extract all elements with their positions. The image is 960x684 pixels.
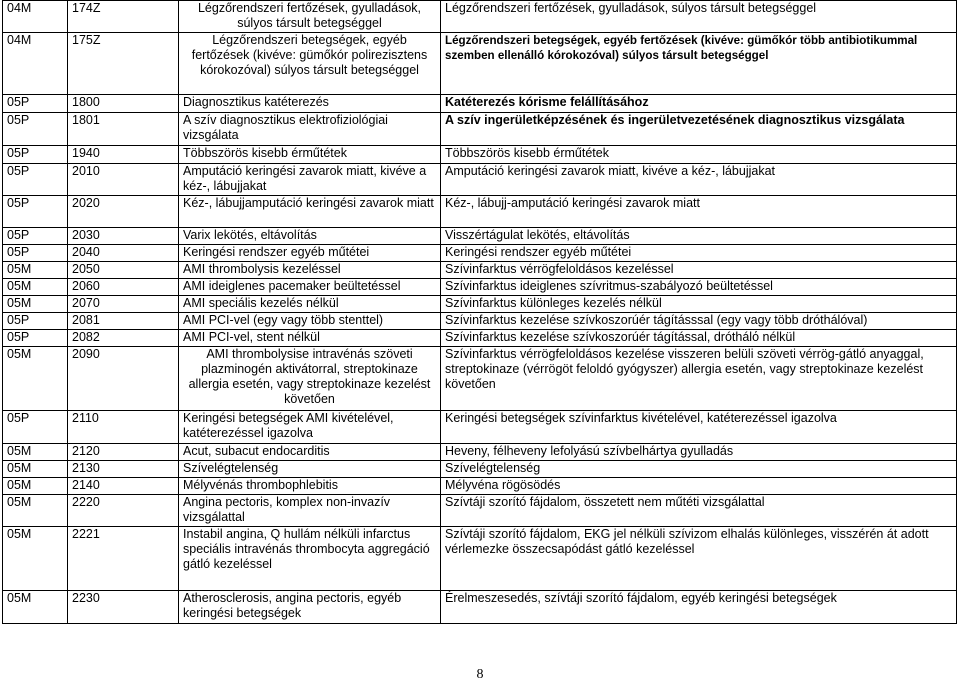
- code-cell: 174Z: [68, 1, 179, 33]
- category-cell: 05P: [3, 313, 68, 330]
- table-row: [3, 245, 957, 262]
- category-cell: 05P: [3, 330, 68, 347]
- description-cell: Szívtáji szorító fájdalom, összetett nem műtéti vizsgálattal: [441, 495, 957, 527]
- description-cell: Katéterezés kórisme felállításához: [441, 95, 957, 113]
- category-cell: 05M: [3, 495, 68, 527]
- description-cell: Szívelégtelenség: [441, 461, 957, 478]
- description-cell: Szívinfarktus vérrögfeloldásos kezelése visszeren belüli szöveti vérrög-gátló anyaggal, streptokinaze (vérrögöt feloldó gyógyszer) allergia esetén, vagy streptokinaze kezelést követően: [441, 347, 957, 411]
- name-cell: Diagnosztikus katéterezés: [179, 95, 441, 113]
- code-cell: 2221: [68, 527, 179, 591]
- code-cell: 2030: [68, 228, 179, 245]
- description-cell: Kéz-, lábujj-amputáció keringési zavarok miatt: [441, 196, 957, 228]
- table-row: [3, 591, 957, 624]
- table-row: [3, 228, 957, 245]
- name-cell: A szív diagnosztikus elektrofiziológiai vizsgálata: [179, 113, 441, 146]
- name-cell: Légzőrendszeri fertőzések, gyulladások, súlyos társult betegséggel: [179, 1, 441, 33]
- name-cell: Instabil angina, Q hullám nélküli infarctus speciális intravénás thrombocyta aggregáció gátló kezeléssel: [179, 527, 441, 591]
- table-row: [3, 330, 957, 347]
- table-row: [3, 478, 957, 495]
- code-cell: 2060: [68, 279, 179, 296]
- table-row: [3, 313, 957, 330]
- name-cell: Keringési rendszer egyéb műtétei: [179, 245, 441, 262]
- category-cell: 05P: [3, 164, 68, 196]
- category-cell: 05P: [3, 95, 68, 113]
- description-cell: Amputáció keringési zavarok miatt, kivéve a kéz-, lábujjakat: [441, 164, 957, 196]
- table-row: [3, 296, 957, 313]
- table-row: [3, 113, 957, 146]
- category-cell: 05M: [3, 527, 68, 591]
- category-cell: 05M: [3, 296, 68, 313]
- table-row: [3, 411, 957, 444]
- category-cell: 04M: [3, 33, 68, 95]
- code-cell: 2082: [68, 330, 179, 347]
- category-cell: 05M: [3, 279, 68, 296]
- code-cell: 2010: [68, 164, 179, 196]
- code-cell: 1800: [68, 95, 179, 113]
- code-cell: 2110: [68, 411, 179, 444]
- description-cell: Szívinfarktus ideiglenes szívritmus-szabályozó beültetéssel: [441, 279, 957, 296]
- table-row: [3, 33, 957, 95]
- name-cell: Angina pectoris, komplex non-invazív vizsgálattal: [179, 495, 441, 527]
- table-row: [3, 146, 957, 164]
- name-cell: Szívelégtelenség: [179, 461, 441, 478]
- name-cell: Többszörös kisebb érműtétek: [179, 146, 441, 164]
- code-cell: 2120: [68, 444, 179, 461]
- table-row: [3, 461, 957, 478]
- description-cell: Keringési betegségek szívinfarktus kivételével, katéterezéssel igazolva: [441, 411, 957, 444]
- description-cell: Többszörös kisebb érműtétek: [441, 146, 957, 164]
- name-cell: AMI speciális kezelés nélkül: [179, 296, 441, 313]
- table-row: [3, 527, 957, 591]
- description-cell: Visszértágulat lekötés, eltávolítás: [441, 228, 957, 245]
- description-cell: Szívtáji szorító fájdalom, EKG jel nélküli szívizom elhalás különleges, visszérén át adott vérlemezke összecsapódást gátló kezeléssel: [441, 527, 957, 591]
- name-cell: AMI ideiglenes pacemaker beültetéssel: [179, 279, 441, 296]
- category-cell: 05P: [3, 196, 68, 228]
- table-row: [3, 1, 957, 33]
- description-cell: Szívinfarktus kezelése szívkoszorúér tágítással, dróthálό nélkül: [441, 330, 957, 347]
- description-cell: Heveny, félheveny lefolyású szívbelhártya gyulladás: [441, 444, 957, 461]
- table-row: [3, 279, 957, 296]
- description-cell: Szívinfarktus vérrögfeloldásos kezeléssel: [441, 262, 957, 279]
- code-cell: 2070: [68, 296, 179, 313]
- category-cell: 05P: [3, 411, 68, 444]
- name-cell: Atherosclerosis, angina pectoris, egyéb keringési betegségek: [179, 591, 441, 624]
- category-cell: 05M: [3, 461, 68, 478]
- code-cell: 175Z: [68, 33, 179, 95]
- name-cell: Kéz-, lábujjamputáció keringési zavarok miatt: [179, 196, 441, 228]
- table-row: [3, 262, 957, 279]
- name-cell: Mélyvénás thrombophlebitis: [179, 478, 441, 495]
- category-cell: 05M: [3, 347, 68, 411]
- page-number: 8: [476, 667, 484, 682]
- code-cell: 2140: [68, 478, 179, 495]
- description-cell: Légzőrendszeri betegségek, egyéb fertőzések (kivéve: gümőkór több antibiotikummal szemben ellenálló kórokozóval) súlyos társult betegséggel: [441, 33, 957, 95]
- description-cell: Szívinfarktus különleges kezelés nélkül: [441, 296, 957, 313]
- category-cell: 05M: [3, 478, 68, 495]
- name-cell: Amputáció keringési zavarok miatt, kivéve a kéz-, lábujjakat: [179, 164, 441, 196]
- category-cell: 05M: [3, 591, 68, 624]
- category-cell: 05P: [3, 245, 68, 262]
- table-row: [3, 444, 957, 461]
- table-row: [3, 495, 957, 527]
- name-cell: Légzőrendszeri betegségek, egyéb fertőzések (kivéve: gümőkór polirezisztens kórokozóval) súlyos társult betegséggel: [179, 33, 441, 95]
- name-cell: AMI thrombolysise intravénás szöveti plazminogén aktivátorral, streptokinaze allergia esetén, vagy streptokinaze kezelést követően: [179, 347, 441, 411]
- code-cell: 1940: [68, 146, 179, 164]
- name-cell: Keringési betegségek AMI kivételével, katéterezéssel igazolva: [179, 411, 441, 444]
- code-cell: 1801: [68, 113, 179, 146]
- code-cell: 2081: [68, 313, 179, 330]
- category-cell: 05P: [3, 146, 68, 164]
- table-row: [3, 196, 957, 228]
- category-cell: 05M: [3, 444, 68, 461]
- table-row: [3, 95, 957, 113]
- code-cell: 2050: [68, 262, 179, 279]
- description-cell: A szív ingerületképzésének és ingerületvezetésének diagnosztikus vizsgálata: [441, 113, 957, 146]
- description-cell: Légzőrendszeri fertőzések, gyulladások, súlyos társult betegséggel: [441, 1, 957, 33]
- category-cell: 05P: [3, 228, 68, 245]
- name-cell: AMI thrombolysis kezeléssel: [179, 262, 441, 279]
- code-cell: 2230: [68, 591, 179, 624]
- drg-code-table: [2, 0, 957, 624]
- description-cell: Keringési rendszer egyéb műtétei: [441, 245, 957, 262]
- code-cell: 2040: [68, 245, 179, 262]
- table-row: [3, 347, 957, 411]
- category-cell: 04M: [3, 1, 68, 33]
- name-cell: AMI PCI-vel (egy vagy több stenttel): [179, 313, 441, 330]
- name-cell: Acut, subacut endocarditis: [179, 444, 441, 461]
- category-cell: 05M: [3, 262, 68, 279]
- code-cell: 2130: [68, 461, 179, 478]
- name-cell: AMI PCI-vel, stent nélkül: [179, 330, 441, 347]
- name-cell: Varix lekötés, eltávolítás: [179, 228, 441, 245]
- description-cell: Mélyvéna rögösödés: [441, 478, 957, 495]
- category-cell: 05P: [3, 113, 68, 146]
- code-cell: 2090: [68, 347, 179, 411]
- description-cell: Szívinfarktus kezelése szívkoszorúér tágításssal (egy vagy több dróthálóval): [441, 313, 957, 330]
- code-cell: 2020: [68, 196, 179, 228]
- description-cell: Érelmeszesedés, szívtáji szorító fájdalom, egyéb keringési betegségek: [441, 591, 957, 624]
- table-row: [3, 164, 957, 196]
- code-cell: 2220: [68, 495, 179, 527]
